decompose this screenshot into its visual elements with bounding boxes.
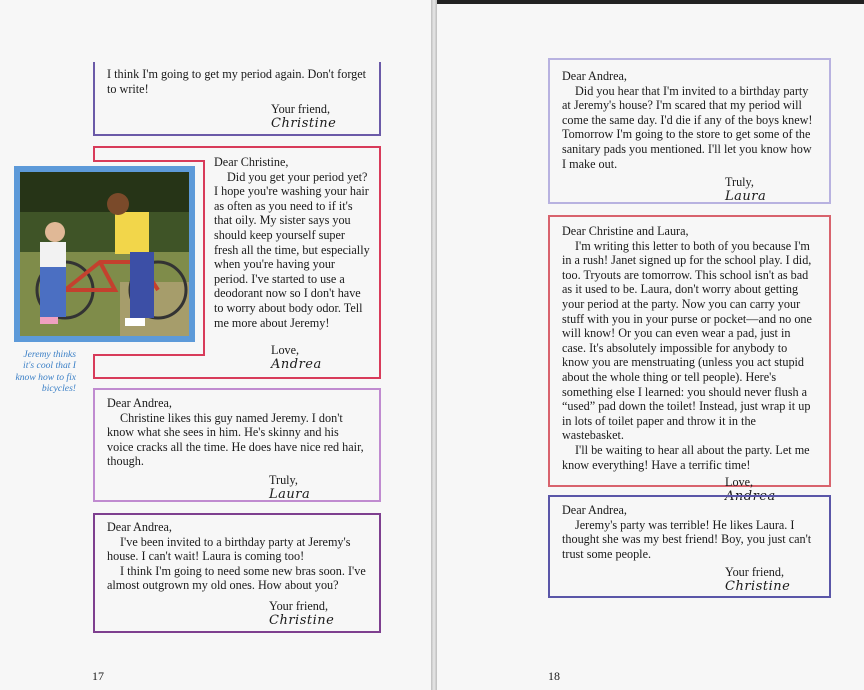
letter-christine-to-andrea	[93, 513, 381, 633]
signature: Laura	[269, 486, 311, 502]
letter-laura-to-andrea	[93, 388, 381, 502]
signature: Andrea	[725, 488, 776, 504]
letter-greeting: Dear Andrea,	[562, 503, 627, 517]
letter-greeting: Dear Andrea,	[107, 520, 172, 534]
letter-greeting: Dear Andrea,	[107, 396, 172, 410]
letter-closing: Your friend,	[269, 598, 329, 613]
letter-paragraph-1: I've been invited to a birthday party at Jeremy's house. I can't wait! Laura is coming too!	[107, 534, 351, 564]
letter-christine-to-andrea-2	[548, 495, 831, 598]
photo-frame	[14, 166, 195, 342]
page-edge-shadow	[437, 0, 864, 4]
closing-block	[725, 565, 817, 594]
letter-greeting: Dear Andrea,	[562, 69, 627, 83]
letter-closing: Love,	[725, 475, 754, 490]
bicycle-photo-illustration	[20, 172, 189, 336]
letter-greeting: Dear Christine and Laura,	[562, 224, 689, 238]
page-number-right: 18	[548, 669, 560, 683]
letter-paragraph-2: I think I'm going to need some new bras soon. I've almost outgrown my old ones. How about you?	[107, 563, 366, 593]
photo-kids-fixing-bicycle	[20, 172, 189, 336]
letter-body: Did you get your period yet? I hope you're washing your hair as often as you need to if it's that oily. My sister says you should keep yourself super fresh all the time, but especially when you're having your period. I've started to use a deodorant now so I don't have to worry about body odor. Tell me more about Jeremy!	[214, 169, 370, 330]
signature: Andrea	[271, 356, 322, 372]
letter-text	[214, 155, 372, 330]
letter-laura-to-andrea-2	[548, 58, 831, 204]
signature: Christine	[269, 612, 335, 628]
letter-paragraph-2: I'll be waiting to hear all about the party. Let me know everything! Have a terrific time!	[562, 442, 810, 472]
page-number-left: 17	[92, 669, 104, 683]
letter-closing: Truly,	[725, 175, 754, 190]
letter-christine-1	[93, 62, 381, 136]
letter-closing: Love,	[271, 343, 300, 357]
letter-body: I think I'm going to get my period again. Don't forget to write!	[107, 67, 367, 96]
letter-body: Jeremy's party was terrible! He likes Laura. I thought she was my best friend! Boy, you just can't trust some people.	[562, 517, 812, 561]
letter-closing: Your friend,	[271, 102, 331, 117]
letter-greeting: Dear Christine,	[214, 155, 289, 169]
letter-body: Christine likes this guy named Jeremy. I don't know what she sees in him. He's skinny and his voice cracks all the time. He does have nice red hair, though.	[107, 410, 364, 469]
letter-closing: Truly,	[269, 472, 298, 487]
letter-body: Did you hear that I'm invited to a birthday party at Jeremy's house? I'm scared that my period will come the same day. I'd die if any of the boys knew! Tomorrow I'm going to the store to get some of the sanitary pads you mentioned. I'll let you know how I make out.	[562, 83, 813, 171]
signature: Laura	[725, 188, 767, 204]
book-gutter	[431, 0, 437, 690]
letter-closing: Your friend,	[725, 565, 785, 580]
signature: Christine	[725, 578, 791, 594]
letter-andrea-to-christine-and-laura	[548, 215, 831, 504]
closing-block	[725, 175, 817, 204]
letter-paragraph-1: I'm writing this letter to both of you because I'm in a rush! Janet signed up for the school play. I did, too. Tryouts are tomorrow. This school isn't as bad as it used to be. Laura, don't worry about getting your period at the party. Now you can carry your stuff with you in your purse or pocket—and no one will know! Or you can even wear a pad, just in case. It's absolutely impossible for anybody to know you are menstruating (unless you act stupid about the whole thing or tell people). Here's something else I learned: you should never flush a “used” pad down the toilet! Instead, just wrap it up in lots of toilet paper and throw it in the wastebasket.	[562, 238, 812, 443]
closing-block	[271, 343, 322, 372]
signature: Christine	[271, 115, 337, 131]
photo-caption: Jeremy thinks it's cool that I know how to fix bicycles!	[15, 349, 76, 395]
